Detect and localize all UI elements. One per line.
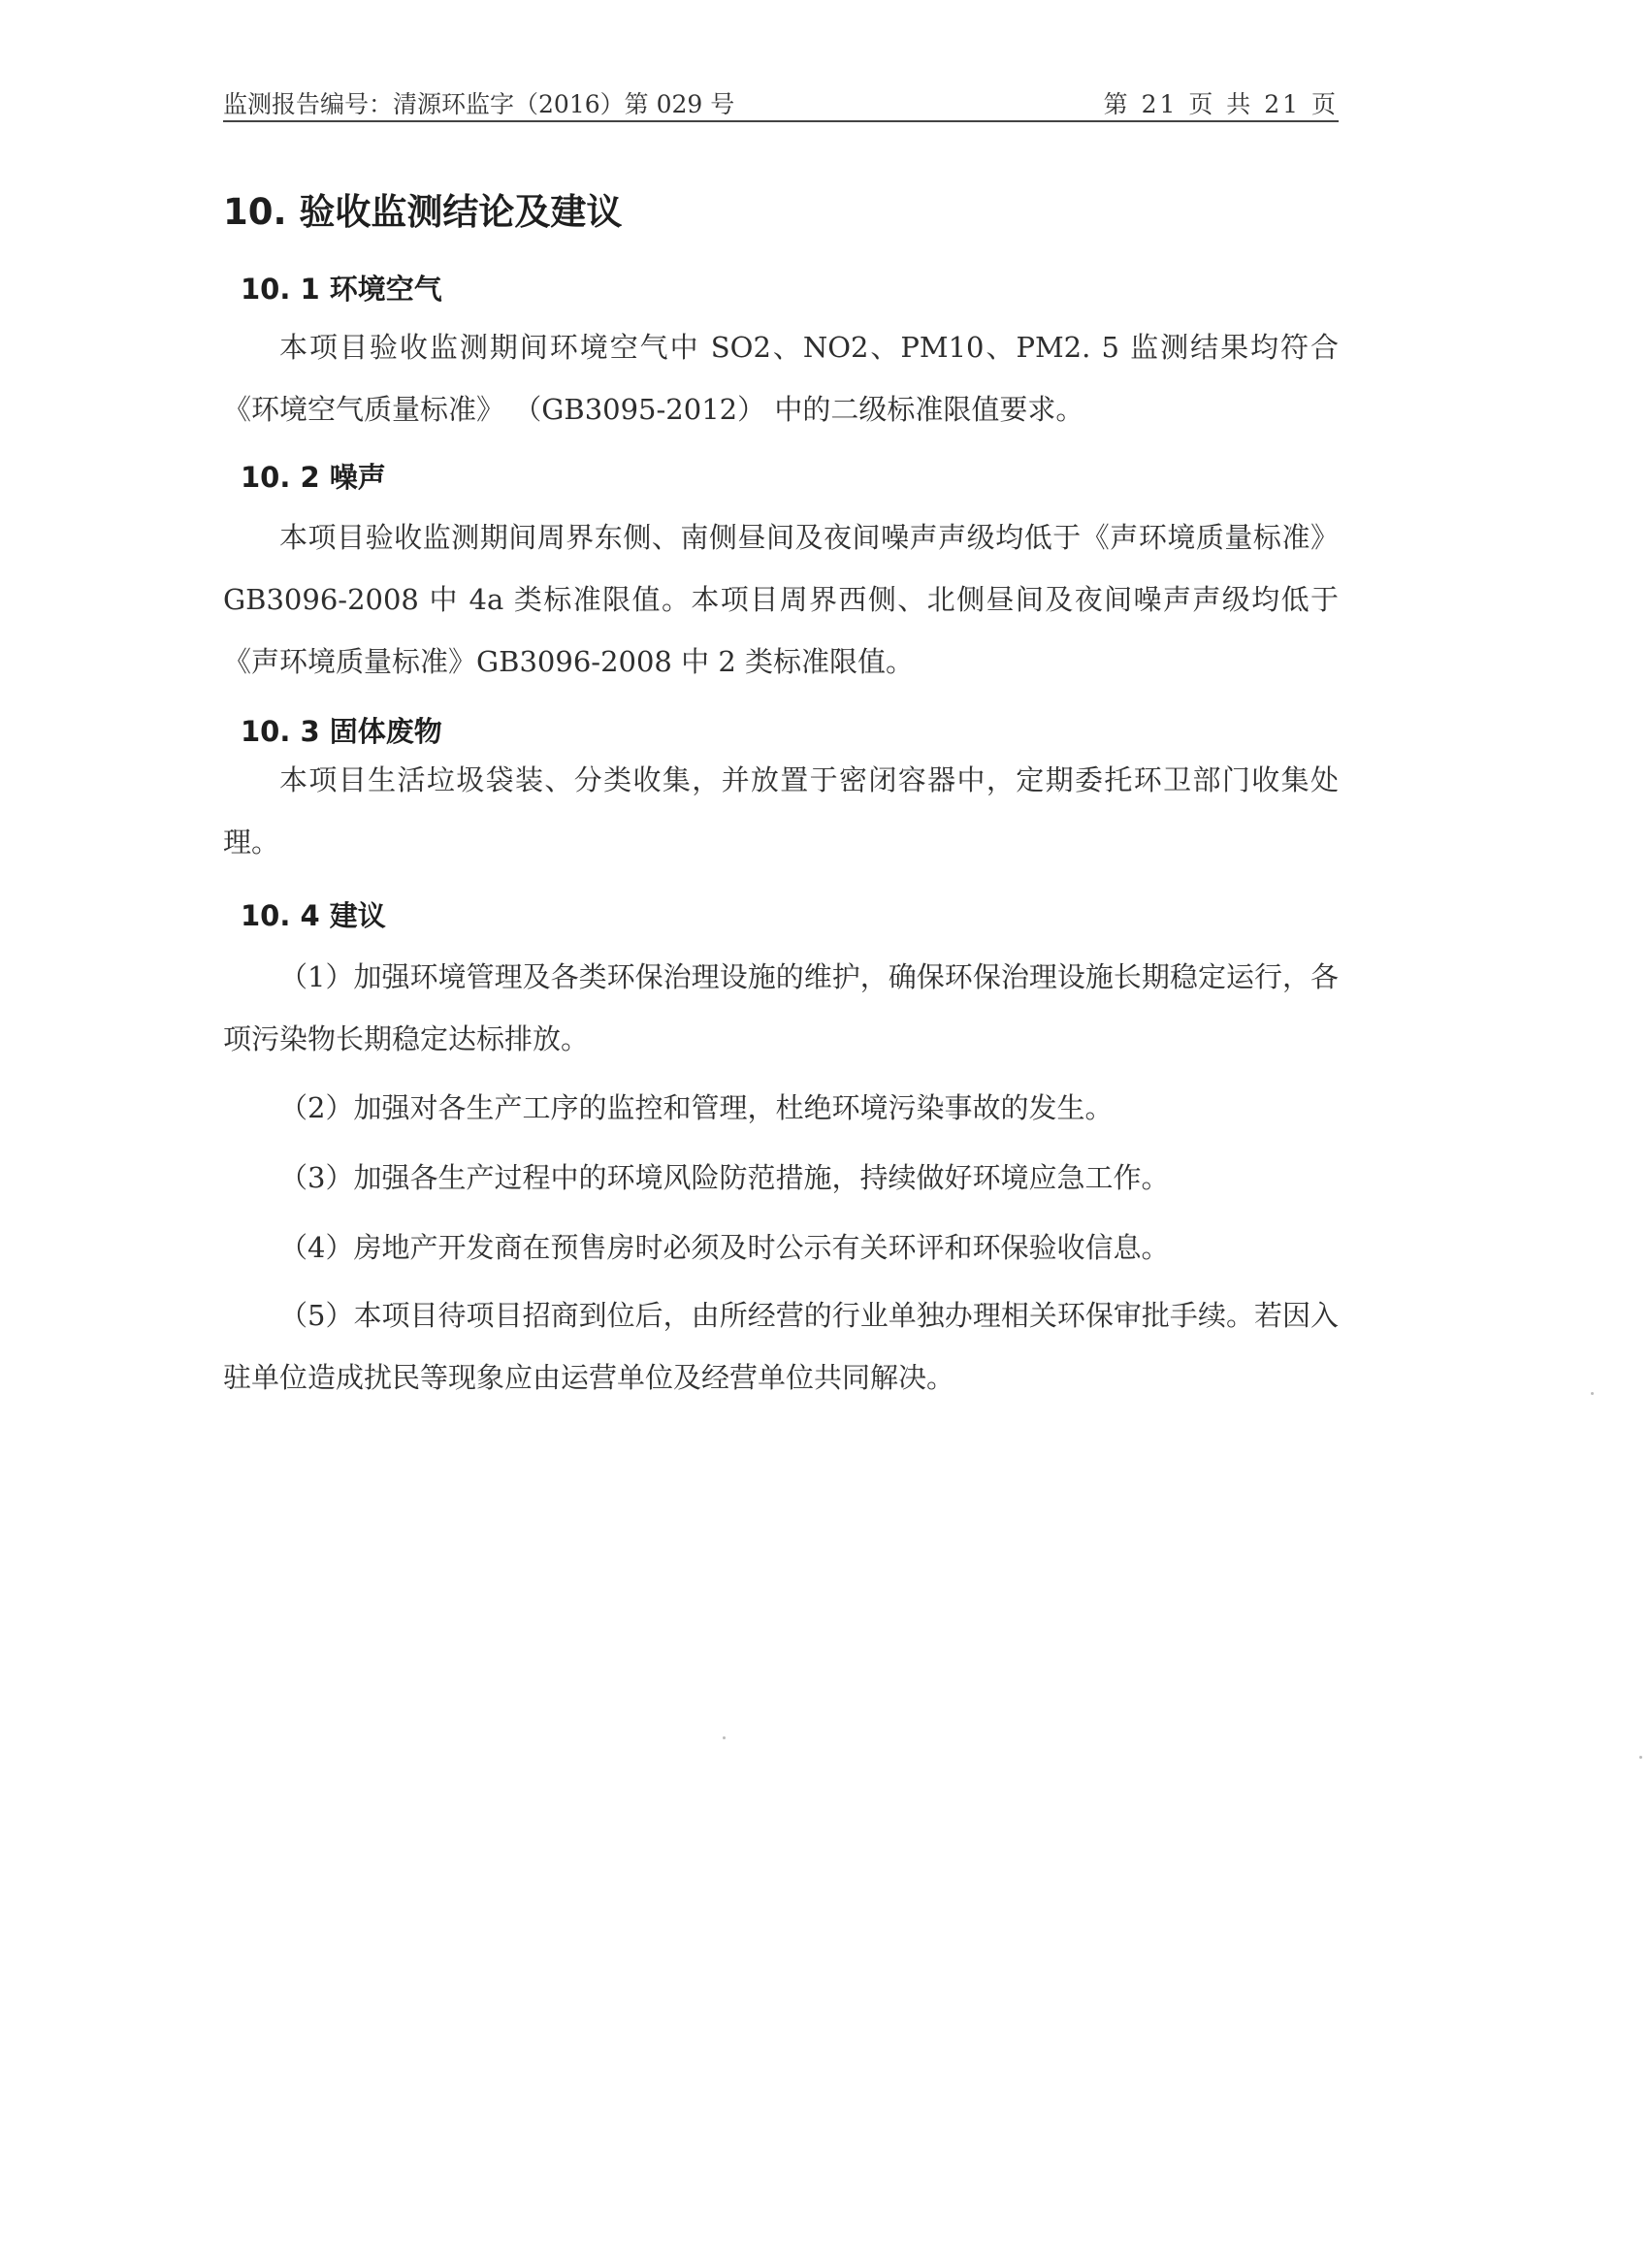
subsection-heading-air: 10. 1 环境空气 (241, 273, 442, 306)
paragraph-noise: 本项目验收监测期间周界东侧、南侧昼间及夜间噪声声级均低于《声环境质量标准》GB3096-2008 中 4a 类标准限值。本项目周界西侧、北侧昼间及夜间噪声声级均低于《声环境质量标准》GB3096-2008 中 2 类标准限值。 (223, 521, 1339, 678)
suggestion-item: （2）加强对各生产工序的监控和管理，杜绝环境污染事故的发生。 (279, 1091, 1114, 1124)
scan-speck (1591, 1392, 1594, 1395)
section-title: 10. 验收监测结论及建议 (223, 191, 623, 233)
suggestion-item: （3）加强各生产过程中的环境风险防范措施，持续做好环境应急工作。 (279, 1161, 1170, 1194)
paragraph-air: 本项目验收监测期间环境空气中 SO2、NO2、PM10、PM2. 5 监测结果均符合《环境空气质量标准》 （GB3095-2012） 中的二级标准限值要求。 (223, 331, 1339, 426)
paragraph-solid-waste: 本项目生活垃圾袋装、分类收集，并放置于密闭容器中，定期委托环卫部门收集处理。 (223, 763, 1339, 859)
page-header (223, 85, 1339, 120)
subsection-heading-noise: 10. 2 噪声 (241, 461, 386, 494)
suggestion-item: （5）本项目待项目招商到位后，由所经营的行业单独办理相关环保审批手续。若因入驻单位造成扰民等现象应由运营单位及经营单位共同解决。 (223, 1299, 1339, 1394)
suggestion-item: （4）房地产开发商在预售房时必须及时公示有关环评和环保验收信息。 (279, 1231, 1170, 1264)
report-number: 监测报告编号：清源环监字（2016）第 029 号 (223, 90, 735, 118)
scan-speck (1639, 1756, 1642, 1759)
suggestion-item: （1）加强环境管理及各类环保治理设施的维护，确保环保治理设施长期稳定运行，各项污染物长期稳定达标排放。 (223, 960, 1339, 1055)
subsection-heading-solid-waste: 10. 3 固体废物 (241, 715, 442, 748)
page-number: 第 21 页 共 21 页 (1103, 90, 1339, 118)
scan-speck (723, 1736, 726, 1739)
subsection-heading-suggestions: 10. 4 建议 (241, 899, 386, 932)
header-divider (223, 120, 1339, 122)
